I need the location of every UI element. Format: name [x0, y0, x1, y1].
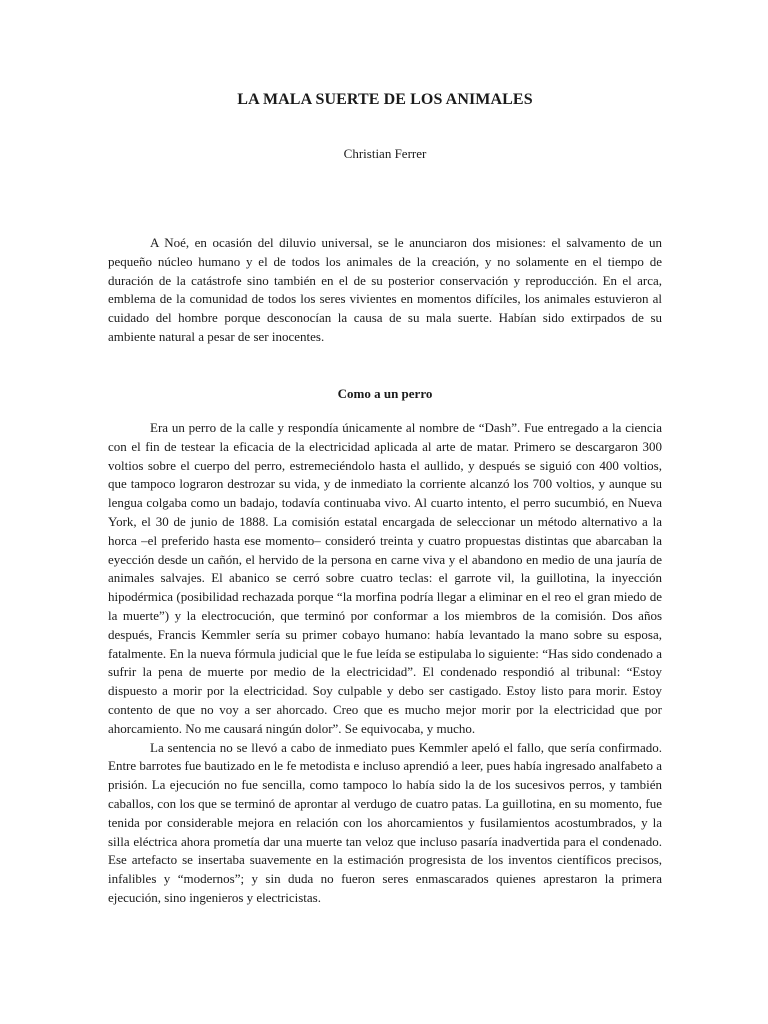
author-name: Christian Ferrer	[343, 146, 427, 161]
document-page	[108, 0, 662, 1024]
body-paragraph: Era un perro de la calle y respondía únicamente al nombre de “Dash”. Fue entregado a la ciencia con el fin de testear la eficacia de la electricidad aplicada al arte de matar. Primero se descargaron 300 voltios sobre el cuerpo del perro, estremeciéndolo hasta el aullido, y después se siguió con 400 voltios, que tampoco lograron destrozar su vida, y de inmediato la corriente alcanzó los 700 voltios, y aunque su lengua colgaba como un badajo, todavía continuaba vivo. Al cuarto intento, el perro sucumbió, en Nueva York, el 30 de junio de 1888. La comisión estatal encargada de seleccionar un método alternativo a la horca –el preferido hasta ese momento– consideró treinta y cuatro propuestas distintas que abarcaban la eyección desde un cañón, el hervido de la persona en carne viva y el abandono en medio de una jauría de animales salvajes. El abanico se cerró sobre cuatro teclas: el garrote vil, la guillotina, la inyección hipodérmica (posibilidad rechazada porque “la morfina podría llegar a eliminar en el reo el gran miedo de la muerte”) y la electrocución, que terminó por conformar a los miembros de la comisión. Dos años después, Francis Kemmler sería su primer cobayo humano: había levantado la mano sobre su esposa, fatalmente. En la nueva fórmula judicial que le fue leída se estipulaba lo siguiente: “Has sido condenado a sufrir la pena de muerte por medio de la electricidad”. El condenado respondió al tribunal: “Estoy dispuesto a morir por la electricidad. Soy culpable y debo ser castigado. Estoy listo para morir. Estoy contento de que no voy a ser ahorcado. Creo que es mucho mejor morir por la electricidad que por ahorcamiento. No me causará ningún dolor”. Se equivocaba, y mucho.	[108, 420, 662, 736]
intro-section	[108, 234, 662, 347]
body-paragraph: La sentencia no se llevó a cabo de inmediato pues Kemmler apeló el fallo, que sería confirmado. Entre barrotes fue bautizado en le fe metodista e incluso aprendió a leer, pues había ingresado analfabeto a prisión. La ejecución no fue sencilla, como tampoco lo había sido la de los sucesivos perros, y también caballos, con los que se terminó de aprontar al verdugo de cuatro patas. La guillotina, en su momento, fue tenida por considerable mejora en relación con los ahorcamientos y fusilamientos acostumbrados, y la silla eléctrica ahora prometía dar una muerte tan veloz que incluso pasaría inadvertida para el condenado. Ese artefacto se insertaba suavemente en la estimación progresista de los inventos científicos precisos, infalibles y “modernos”; y sin duda no fueron seres enmascarados quienes aprestaron la primera ejecución, sino ingenieros y electricistas.	[108, 739, 662, 905]
intro-paragraph: A Noé, en ocasión del diluvio universal, se le anunciaron dos misiones: el salvamento de un pequeño núcleo humano y el de todos los animales de la creación, y no solamente en el tiempo de duración de la catástrofe sino también en el de su posterior conservación y reproducción. En el arca, emblema de la comunidad de todos los seres vivientes en momentos difíciles, los animales estuvieron al cuidado del hombre porque desconocían la causa de su mala suerte. Habían sido extirpados de su ambiente natural a pesar de ser inocentes.	[108, 235, 662, 344]
document-title: LA MALA SUERTE DE LOS ANIMALES	[237, 91, 533, 108]
section-heading: Como a un perro	[337, 386, 433, 401]
section-body	[108, 419, 662, 908]
